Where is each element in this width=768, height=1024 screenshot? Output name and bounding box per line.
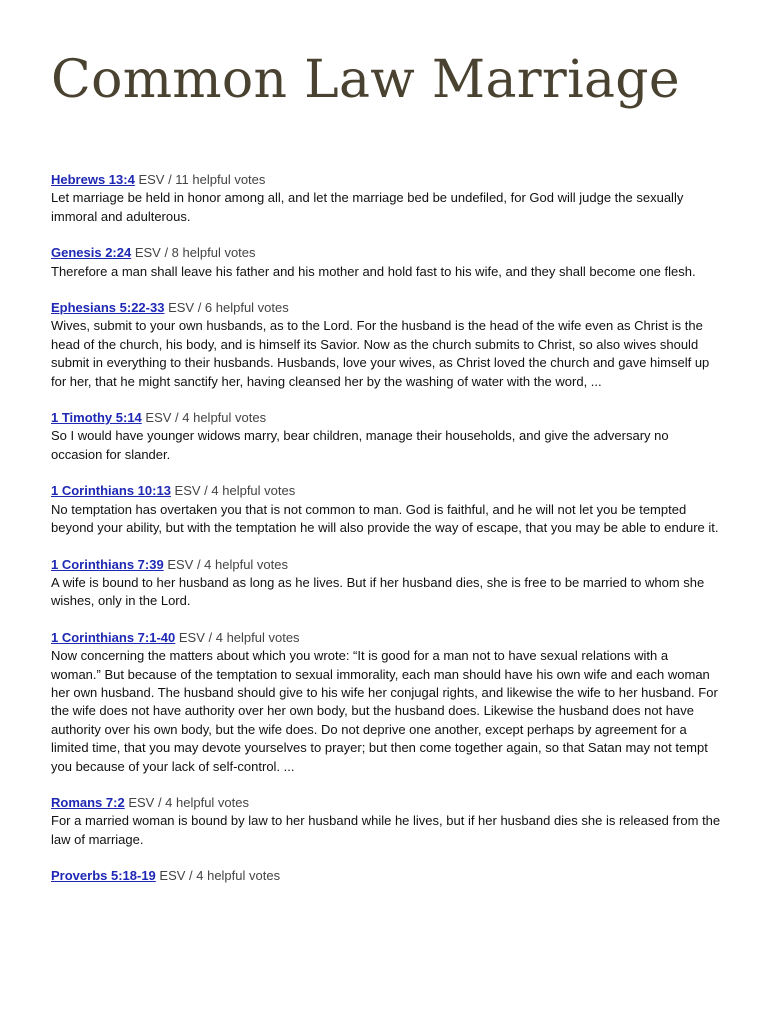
verse-header (51, 556, 721, 574)
verse-text: Wives, submit to your own husbands, as to the Lord. For the husband is the head of the wife even as Christ is the head of the church, his body, and is himself its Savior. Now as the church submits to Christ, so also wives should submit in everything to their husbands. Husbands, love your wives, as Christ loved the church and gave himself up for her, that he might sanctify her, having cleansed her by the washing of water with the word, ... (51, 318, 710, 389)
verse-header (51, 409, 721, 427)
verse-header (51, 171, 721, 189)
verse-header (51, 299, 721, 317)
verse-text: So I would have younger widows marry, bear children, manage their households, and give the adversary no occasion for slander. (51, 428, 669, 462)
verse-entry (51, 867, 721, 885)
verse-reference-link[interactable]: Proverbs 5:18-19 (51, 868, 156, 884)
verse-header (51, 794, 721, 812)
verse-reference-link[interactable]: Hebrews 13:4 (51, 172, 135, 187)
verse-reference-link[interactable]: Genesis 2:24 (51, 245, 132, 261)
verse-entry (51, 409, 721, 464)
verse-votes: ESV / 8 helpful votes (131, 245, 256, 261)
verse-entry (51, 299, 721, 391)
verse-text: Let marriage be held in honor among all, and let the marriage bed be undefiled, for God will judge the sexually immoral and adulterous. (51, 190, 684, 224)
verse-text: A wife is bound to her husband as long as he lives. But if her husband dies, she is free to be married to whom she wishes, only in the Lord. (51, 574, 705, 609)
verse-votes: ESV / 4 helpful votes (175, 629, 300, 645)
verse-list (51, 171, 721, 904)
verse-reference-link[interactable]: 1 Corinthians 7:39 (51, 556, 164, 572)
verse-header (51, 482, 721, 500)
verse-votes: ESV / 4 helpful votes (124, 794, 249, 810)
verse-reference-link[interactable]: Ephesians 5:22-33 (51, 300, 165, 316)
verse-reference-link[interactable]: 1 Corinthians 7:1-40 (51, 629, 176, 645)
verse-votes: ESV / 6 helpful votes (164, 300, 289, 316)
verse-header (51, 244, 721, 262)
verse-votes: ESV / 4 helpful votes (163, 556, 288, 572)
verse-text: Therefore a man shall leave his father and his mother and hold fast to his wife, and they shall become one flesh. (51, 263, 696, 279)
verse-entry (51, 244, 721, 281)
verse-entry (51, 171, 721, 226)
page-title: Common Law Marriage (51, 50, 680, 110)
verse-entry (51, 794, 721, 849)
verse-reference-link[interactable]: 1 Timothy 5:14 (51, 410, 142, 426)
verse-entry (51, 629, 721, 776)
verse-header (51, 867, 721, 885)
verse-entry (51, 556, 721, 611)
verse-text: For a married woman is bound by law to her husband while he lives, but if her husband dies she is released from the law of marriage. (51, 813, 721, 847)
verse-reference-link[interactable]: 1 Corinthians 10:13 (51, 483, 171, 499)
verse-votes: ESV / 4 helpful votes (170, 483, 296, 499)
verse-reference-link[interactable]: Romans 7:2 (51, 794, 125, 810)
verse-entry (51, 482, 721, 537)
verse-header (51, 629, 721, 647)
verse-votes: ESV / 4 helpful votes (155, 868, 281, 884)
verse-votes: ESV / 4 helpful votes (141, 410, 267, 426)
verse-text: No temptation has overtaken you that is not common to man. God is faithful, and he will not let you be tempted beyond your ability, but with the temptation he will also provide the way of escape, that you may be able to endure it. (51, 501, 719, 536)
verse-text: Now concerning the matters about which you wrote: “It is good for a man not to have sexual relations with a woman.” But because of the temptation to sexual immorality, each man should have his own wife and each woman her own husband. The husband should give to his wife her conjugal rights, and likewise the wife to her husband. For the wife does not have authority over her own body, but the husband does. Likewise the husband does not have authority over his own body, but the wife does. Do not deprive one another, except perhaps by agreement for a limited time, that you may devote yourselves to prayer; but then come together again, so that Satan may not tempt you because of your lack of self-control. ... (51, 648, 718, 774)
verse-votes: ESV / 11 helpful votes (134, 172, 266, 187)
